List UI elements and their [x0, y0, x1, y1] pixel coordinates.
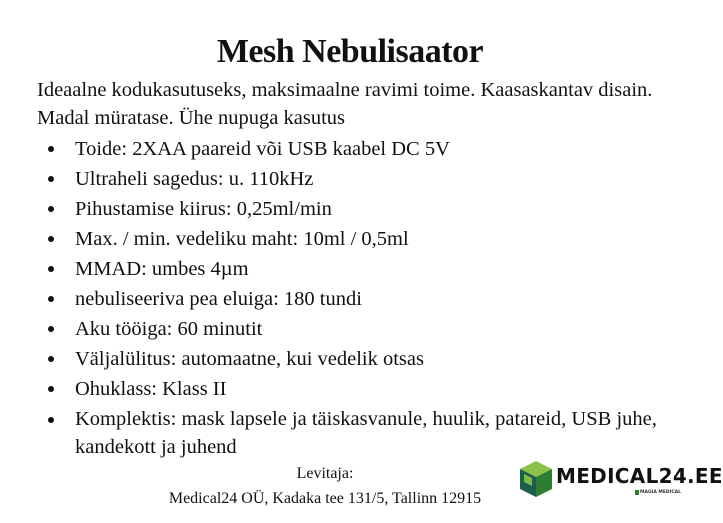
- spec-text: Väljalülitus: automaatne, kui vedelik otsas: [75, 348, 424, 370]
- distributor-label: Levitaja:: [296, 465, 354, 482]
- spec-text: nebuliseeriva pea eluiga: 180 tundi: [75, 288, 362, 310]
- distributor-address: Medical24 OÜ, Kadaka tee 131/5, Tallinn 12915: [168, 490, 482, 507]
- bullet-icon: [48, 236, 54, 242]
- list-item: [37, 164, 667, 194]
- spec-text: MMAD: umbes 4µm: [75, 258, 249, 280]
- list-item: [37, 374, 667, 404]
- bullet-icon: [48, 176, 54, 182]
- bullet-icon: [48, 386, 54, 392]
- bullet-icon: [48, 417, 54, 423]
- list-item: [37, 194, 667, 224]
- bullet-icon: [48, 356, 54, 362]
- medical24-logo: [518, 460, 723, 502]
- list-item: [37, 284, 667, 314]
- spec-text: Max. / min. vedeliku maht: 10ml / 0,5ml: [75, 228, 409, 250]
- page-title: Mesh Nebulisaator: [216, 33, 484, 70]
- spec-text: Komplektis: mask lapsele ja täiskasvanule, huulik, patareid, USB juhe, kandekott ja juhend: [75, 408, 657, 458]
- bullet-icon: [48, 266, 54, 272]
- bullet-icon: [48, 326, 54, 332]
- spec-text: Aku tööiga: 60 minutit: [75, 318, 263, 340]
- logo-sub-mark-icon: [635, 490, 639, 495]
- list-item: [37, 224, 667, 254]
- spec-text: Toide: 2XAA paareid või USB kaabel DC 5V: [75, 138, 450, 160]
- bullet-icon: [48, 206, 54, 212]
- spec-list: [37, 134, 667, 461]
- list-item: [37, 254, 667, 284]
- list-item: [37, 404, 667, 461]
- spec-text: Ohuklass: Klass II: [75, 378, 227, 400]
- spec-text: Pihustamise kiirus: 0,25ml/min: [75, 198, 332, 220]
- logo-subtext: MAGIA MEDICAL: [640, 490, 681, 495]
- bullet-icon: [48, 146, 54, 152]
- list-item: [37, 314, 667, 344]
- intro-text: Ideaalne kodukasutuseks, maksimaalne ravimi toime. Kaasaskantav disain. Madal müratase. Ühe nupuga kasutus: [37, 79, 653, 129]
- list-item: [37, 134, 667, 164]
- spec-text: Ultraheli sagedus: u. 110kHz: [75, 168, 314, 190]
- cube-logo-icon: [518, 460, 554, 500]
- list-item: [37, 344, 667, 374]
- logo-wordmark: MEDICAL24.EE: [556, 464, 723, 488]
- bullet-icon: [48, 296, 54, 302]
